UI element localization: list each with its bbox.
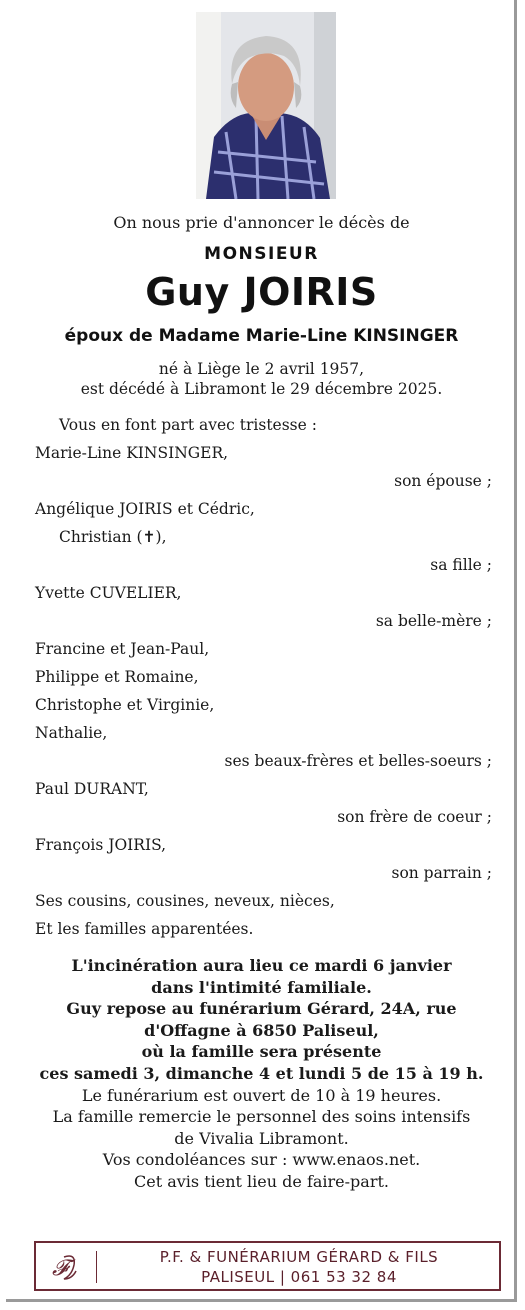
funeral-home-name: P.F. & FUNÉRARIUM GÉRARD & FILS [159, 1248, 439, 1266]
relation-label: son parrain ; [391, 864, 492, 882]
death-line: est décédé à Libramont le 29 décembre 2025. [80, 380, 443, 398]
obituary-page [6, 0, 517, 1302]
ceremony-line: dans l'intimité familiale. [151, 977, 372, 997]
portrait-photo [196, 12, 336, 199]
birth-line: né à Liège le 2 avril 1957, [158, 360, 365, 378]
ceremony-line: où la famille sera présente [141, 1042, 382, 1062]
info-line: Le funérarium est ouvert de 10 à 19 heures. [81, 1085, 442, 1105]
family-member: Paul DURANT, [35, 780, 149, 798]
family-member: François JOIRIS, [35, 836, 167, 854]
funeral-home-contact: PALISEUL | 061 53 32 84 [201, 1268, 397, 1286]
family-member: Christian (✝), [59, 528, 167, 546]
relation-label: ses beaux-frères et belles-soeurs ; [224, 752, 492, 770]
relation-label: son frère de coeur ; [337, 808, 492, 826]
funeral-home-banner [34, 1241, 501, 1291]
svg-text:𝓕: 𝓕 [52, 1256, 69, 1281]
intro-text: On nous prie d'annoncer le décès de [113, 213, 410, 232]
family-member: Yvette CUVELIER, [35, 584, 182, 602]
deceased-name: Guy JOIRIS [145, 270, 378, 314]
info-line: La famille remercie le personnel des soins intensifs [52, 1107, 471, 1127]
ceremony-line: ces samedi 3, dimanche 4 et lundi 5 de 15 à 19 h. [39, 1064, 484, 1083]
ceremony-line: L'incinération aura lieu ce mardi 6 janvier [71, 956, 452, 975]
banner-separator [96, 1251, 97, 1283]
relation-label: sa fille ; [430, 556, 492, 574]
family-member: Et les familles apparentées. [35, 920, 254, 938]
honorific: MONSIEUR [204, 244, 319, 264]
family-member: Angélique JOIRIS et Cédric, [35, 500, 255, 518]
spouse-line: époux de Madame Marie-Line KINSINGER [64, 326, 459, 346]
family-member: Francine et Jean-Paul, [35, 640, 210, 658]
relation-label: son épouse ; [394, 472, 492, 490]
relation-label: sa belle-mère ; [375, 612, 492, 630]
family-member: Philippe et Romaine, [35, 668, 199, 686]
funeral-home-logo-icon [46, 1249, 86, 1285]
info-line: Cet avis tient lieu de faire-part. [134, 1172, 389, 1191]
family-member: Vous en font part avec tristesse : [59, 416, 317, 434]
ceremony-line: d'Offagne à 6850 Paliseul, [144, 1020, 379, 1040]
ceremony-line: Guy repose au funérarium Gérard, 24A, rue [66, 999, 457, 1019]
family-member: Ses cousins, cousines, neveux, nièces, [35, 892, 335, 910]
family-member: Nathalie, [35, 724, 108, 742]
family-member: Marie-Line KINSINGER, [35, 444, 229, 462]
family-member: Christophe et Virginie, [35, 696, 215, 714]
info-line: de Vivalia Libramont. [174, 1128, 349, 1148]
info-line: Vos condoléances sur : www.enaos.net. [102, 1150, 421, 1170]
